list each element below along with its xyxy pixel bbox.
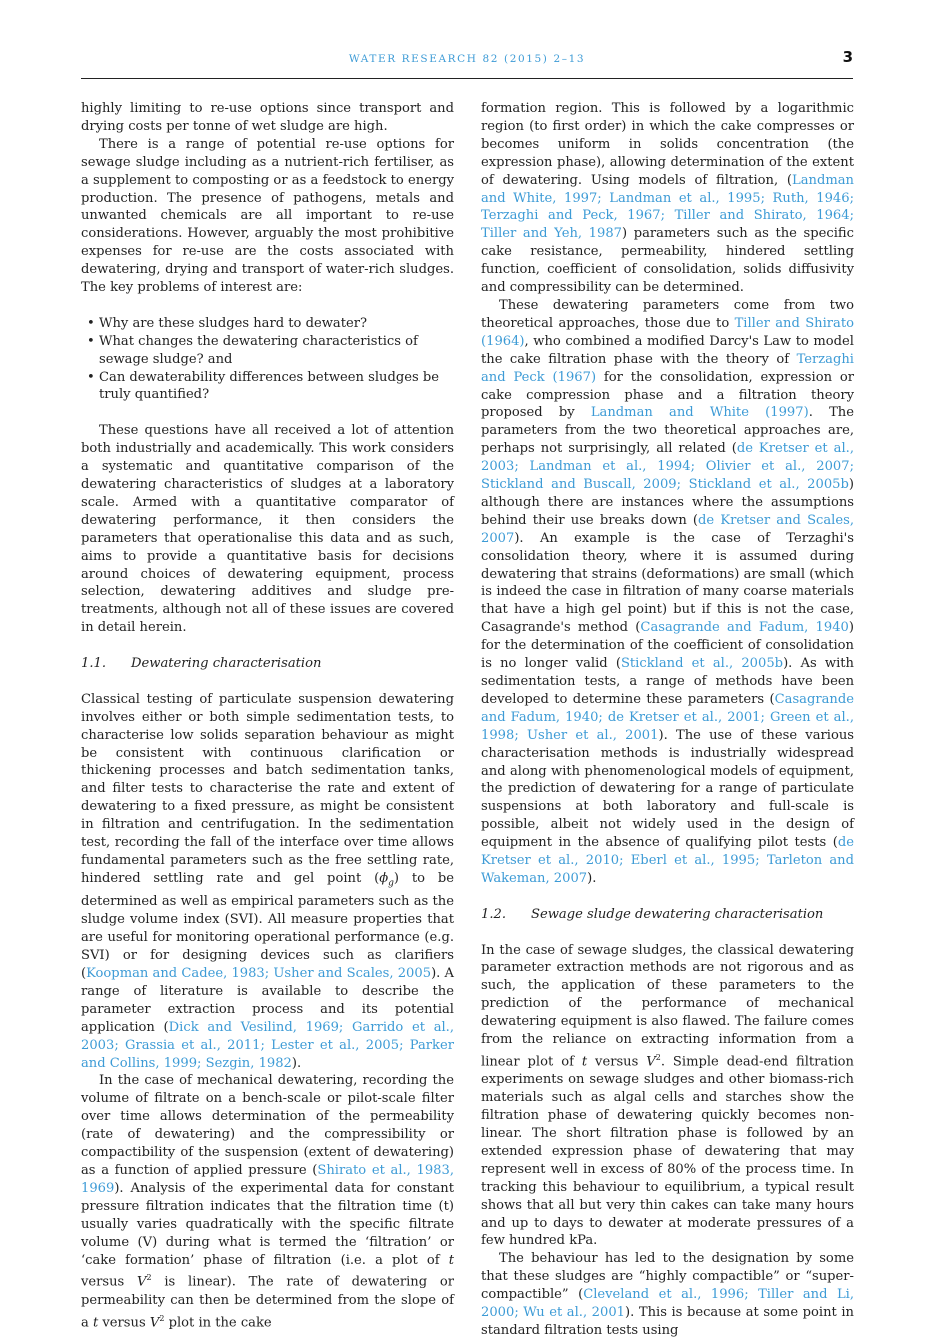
running-header: [81, 48, 853, 79]
key-problems-list: [81, 315, 454, 405]
citation-link[interactable]: Tiller and Shirato (1964): [481, 315, 854, 349]
list-item: • Why are these sludges hard to dewater?: [99, 315, 454, 333]
citation-link[interactable]: de Kretser et al., 2010; Eberl et al., 1995; Tarleton and Wakeman, 2007: [481, 835, 854, 886]
citation-link[interactable]: Shirato et al., 1983, 1969: [81, 1163, 454, 1196]
list-item: • Can dewaterability differences between sludges be truly quantified?: [99, 369, 454, 405]
section-number: 1.1.: [81, 656, 106, 672]
right-column: [481, 100, 854, 1340]
citation-link[interactable]: Koopman and Cadee, 1983; Usher and Scales, 2005: [86, 966, 432, 982]
citation-link[interactable]: Dick and Vesilind, 1969; Garrido et al., 2003; Grassia et al., 2011; Lester et al., 2005; Parker and Collins, 1999; Sezgin, 1982: [81, 1019, 455, 1071]
paragraph-filtration-continued: formation region. This is followed by a logarithmic region (to first order) in which the cake compresses or becomes uniform in solids concentration (the expression phase), allowing determination of the extent of dewatering. Using models of filtration, (Landman and White, 1997; Landman et al., 1995; Ruth, 1946; Terzaghi and Peck, 1967; Tiller and Shirato, 1964; Tiller and Yeh, 1987) parameters such as the specific cake resistance, permeability, hindered settling function, coefficient of consolidation, solids diffusivity and compressibility can be determined.: [481, 101, 854, 296]
citation-link[interactable]: Stickland et al., 2005b: [620, 656, 784, 672]
citation-link[interactable]: de Kretser and Scales, 2007: [481, 512, 854, 546]
paragraph-compactible-behaviour: The behaviour has led to the designation by some that these sludges are “highly compactible” or “super-compactible” (Cleveland et al., 1996; Tiller and Li, 2000; Wu et al., 2001). This is because at some point in standard filtration tests using: [481, 1251, 854, 1338]
paragraph-reuse-options: There is a range of potential re-use options for sewage sludge including as a nutrient-rich fertiliser, as a supplement to composting or as a feedstock to energy production. The presence of pathogens, metals and unwanted chemicals are all important to re-use considerations. However, arguably the most prohibitive expenses for re-use are the costs associated with dewatering, drying and transport of water-rich sludges. The key problems of interest are:: [81, 136, 454, 296]
section-title: Sewage sludge dewatering characterisation: [531, 906, 824, 922]
citation-link[interactable]: de Kretser et al., 2003; Landman et al., 1994; Olivier et al., 2007; Stickland and Buscall, 2009; Stickland et al., 2005b: [481, 441, 854, 493]
paragraph-classical-testing: Classical testing of particulate suspension dewatering involves either or both simple sedimentation tests, to characterise low solids separation behaviour as might be consistent with continuous clarification or thickening processes and batch sedimentation tanks, and filter tests to characterise the rate and extent of dewatering to a fixed pressure, as might be consistent in filtration and centrifugation. In the sedimentation test, recording the fall of the interface over time allows fundamental parameters such as the free settling rate, hindered settling rate and gel point $(\phi_g)$ to be determined as well as empirical parameters such as the sludge volume index (SVI). All measure properties that are useful for monitoring operational performance (e.g. SVI) or for designing devices such as clarifiers (Koopman and Cadee, 1983; Usher and Scales, 2005). A range of literature is available to describe the parameter extraction process and its potential application (Dick and Vesilind, 1969; Garrido et al., 2003; Grassia et al., 2011; Lester et al., 2005; Parker and Collins, 1999; Sezgin, 1982).: [81, 691, 455, 1071]
citation-link[interactable]: Casagrande and Fadum, 1940: [640, 620, 849, 636]
phi-subscript: g: [388, 878, 394, 889]
citation-link[interactable]: Landman and White, 1997; Landman et al., 1995; Ruth, 1946; Terzaghi and Peck, 1967; Tiller and Shirato, 1964; Tiller and Yeh, 1987: [481, 172, 854, 242]
phi-symbol: ϕ: [379, 870, 389, 886]
paragraph-sewage-sludges: In the case of sewage sludges, the classical dewatering parameter extraction methods are not rigorous and as such, the application of these parameters to the prediction of the performance of mechanical dewatering equipment is also flawed. The failure comes from the reliance on extracting information from a linear plot of t versus $V^2$. Simple dead-end filtration experiments on sewage sludges and other biomass-rich materials such as algal cells and starches show the filtration phase of dewatering quickly becomes non-linear. The short filtration phase is followed by an extended expression phase of dewatering that may represent well in excess of 80% of the process time. In tracking this behaviour to equilibrium, a typical result shows that all but very thin cakes can take many hours and up to days to dewater at moderate pressures of a few hundred kPa.: [481, 942, 854, 1249]
paragraph-dewatering-parameters: These dewatering parameters come from two theoretical approaches, those due to Tiller and Shirato (1964), who combined a modified Darcy's Law to model the cake filtration phase with the theory of Terzaghi and Peck (1967) for the consolidation, expression or cake compression phase and a filtration theory proposed by Landman and White (1997). The parameters from the two theoretical approaches are, perhaps not surprisingly, all related (de Kretser et al., 2003; Landman et al., 1994; Olivier et al., 2007; Stickland and Buscall, 2009; Stickland et al., 2005b) although there are instances where the assumptions behind their use breaks down (de Kretser and Scales, 2007). An example is the case of Terzaghi's consolidation theory, where it is assumed during dewatering that strains (deformations) are small (which is indeed the case in filtration of many coarse materials that have a high gel point) but if this is not the case, Casagrande's method (Casagrande and Fadum, 1940) for the determination of the coefficient of consolidation is no longer valid (Stickland et al., 2005b). As with sedimentation tests, a range of methods have been developed to determine these parameters (Casagrande and Fadum, 1940; de Kretser et al., 2001; Green et al., 1998; Usher et al., 2001). The use of these various characterisation methods is industrially widespread and along with phenomenological models of equipment, the prediction of dewatering for a range of particulate suspensions at both laboratory and full-scale is possible, albeit not widely used in the design of equipment in the absence of qualifying pilot tests (de Kretser et al., 2010; Eberl et al., 1995; Tarleton and Wakeman, 2007).: [481, 297, 854, 886]
paragraph-questions: These questions have all received a lot of attention both industrially and academically. This work considers a systematic and quantitative comparison of the dewatering characteristics of sludges at a laboratory scale. Armed with a quantitative comparator of dewatering performance, it then considers the parameters that operationalise this data and as such, aims to provide a quantitative basis for decisions around choices of dewatering equipment, process selection, dewatering additives and sludge pre-treatments, although not all of these issues are covered in detail herein.: [81, 423, 454, 636]
section-heading-1-1: [81, 655, 454, 673]
citation-link[interactable]: Cleveland et al., 1996; Tiller and Li, 2000; Wu et al., 2001: [481, 1287, 854, 1321]
list-item: • What changes the dewatering characteristics of sewage sludge? and: [99, 333, 454, 369]
journal-title: WATER RESEARCH 82 (2015) 2–13: [348, 53, 586, 65]
section-heading-1-2: [481, 906, 854, 924]
section-number: 1.2.: [481, 906, 506, 922]
left-column: [81, 100, 454, 1332]
page-number: 3: [842, 48, 853, 66]
paragraph-intro-continued: highly limiting to re-use options since transport and drying costs per tonne of wet sludge are high.: [81, 101, 454, 134]
citation-link[interactable]: Landman and White (1997): [590, 405, 809, 421]
paragraph-mechanical-dewatering: In the case of mechanical dewatering, recording the volume of filtrate on a bench-scale or pilot-scale filter over time allows determination of the permeability (rate of dewatering) and the compressibility or compactibility of the suspension (extent of dewatering) as a function of applied pressure (Shirato et al., 1983, 1969). Analysis of the experimental data for constant pressure filtration indicates that the filtration time (t) usually varies quadratically with the specific filtrate volume (V) during what is termed the ‘filtration’ or ‘cake formation’ phase of filtration (i.e. a plot of t versus $V^2$ is linear). The rate of dewatering or permeability can then be determined from the slope of a t versus $V^2$ plot in the cake: [81, 1073, 454, 1330]
section-title: Dewatering characterisation: [131, 656, 322, 672]
citation-link[interactable]: Terzaghi and Peck (1967): [481, 351, 854, 385]
citation-link[interactable]: Casagrande and Fadum, 1940; de Kretser et al., 2001; Green et al., 1998; Usher et al., 2001: [481, 691, 854, 743]
